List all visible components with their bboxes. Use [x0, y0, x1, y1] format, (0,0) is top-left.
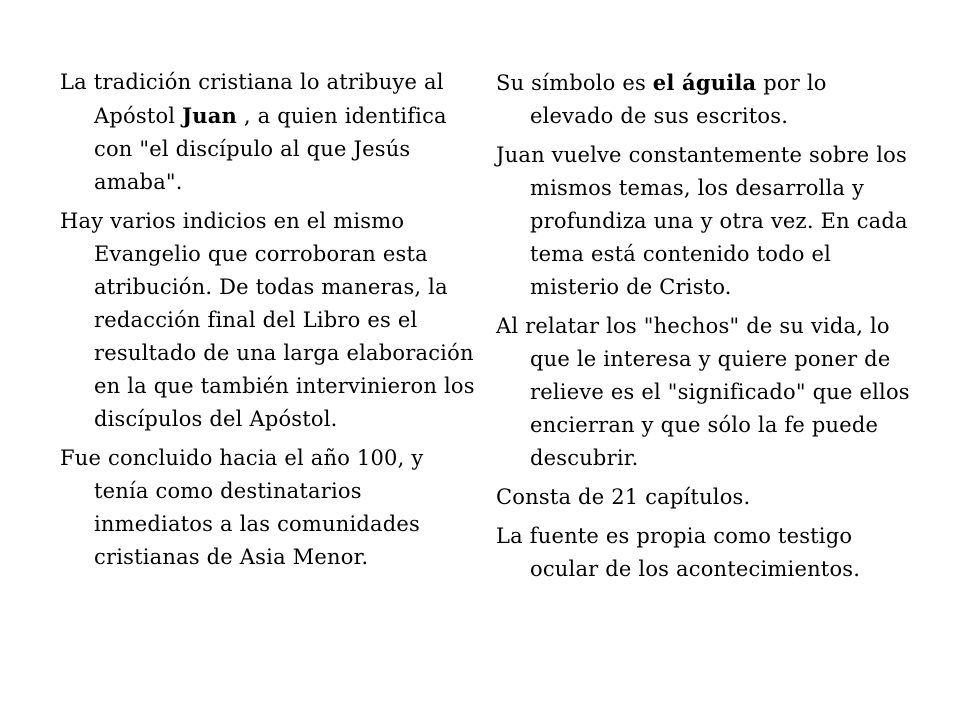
authorship-text-start: La tradición cristiana lo atribuye al Apóstol — [60, 70, 444, 128]
symbol-eagle: el águila — [652, 70, 757, 95]
paragraph-chapters: Consta de 21 capítulos. — [496, 485, 751, 509]
paragraph-authorship — [60, 66, 480, 199]
left-text-column — [60, 66, 480, 580]
symbol-text-start: Su símbolo es — [496, 71, 653, 95]
authorship-name-juan: Juan — [182, 103, 237, 128]
paragraph-date-audience: Fue concluido hacia el año 100, y tenía como destinatarios inmediatos a las comunidades cristianas de Asia Menor. — [60, 446, 424, 569]
authorship-text-end: , a quien identifica con "el discípulo al que Jesús amaba". — [94, 104, 447, 194]
paragraph-source: La fuente es propia como testigo ocular de los acontecimientos. — [496, 524, 861, 581]
paragraph-themes: Juan vuelve constantemente sobre los mismos temas, los desarrolla y profundiza una y otra vez. En cada tema está contenido todo el misterio de Cristo. — [496, 143, 908, 299]
symbol-text-end: por lo elevado de sus escritos. — [530, 71, 827, 128]
paragraph-evidence: Hay varios indicios en el mismo Evangelio que corroboran esta atribución. De todas maneras, la redacción final del Libro es el resultado de una larga elaboración en la que también intervinieron los discípulos del Apóstol. — [60, 209, 475, 431]
paragraph-meaning: Al relatar los "hechos" de su vida, lo que le interesa y quiere poner de relieve es el "significado" que ellos encierran y que sólo la fe puede descubrir. — [496, 314, 910, 470]
paragraph-symbol — [496, 66, 916, 133]
right-text-column — [496, 66, 916, 592]
